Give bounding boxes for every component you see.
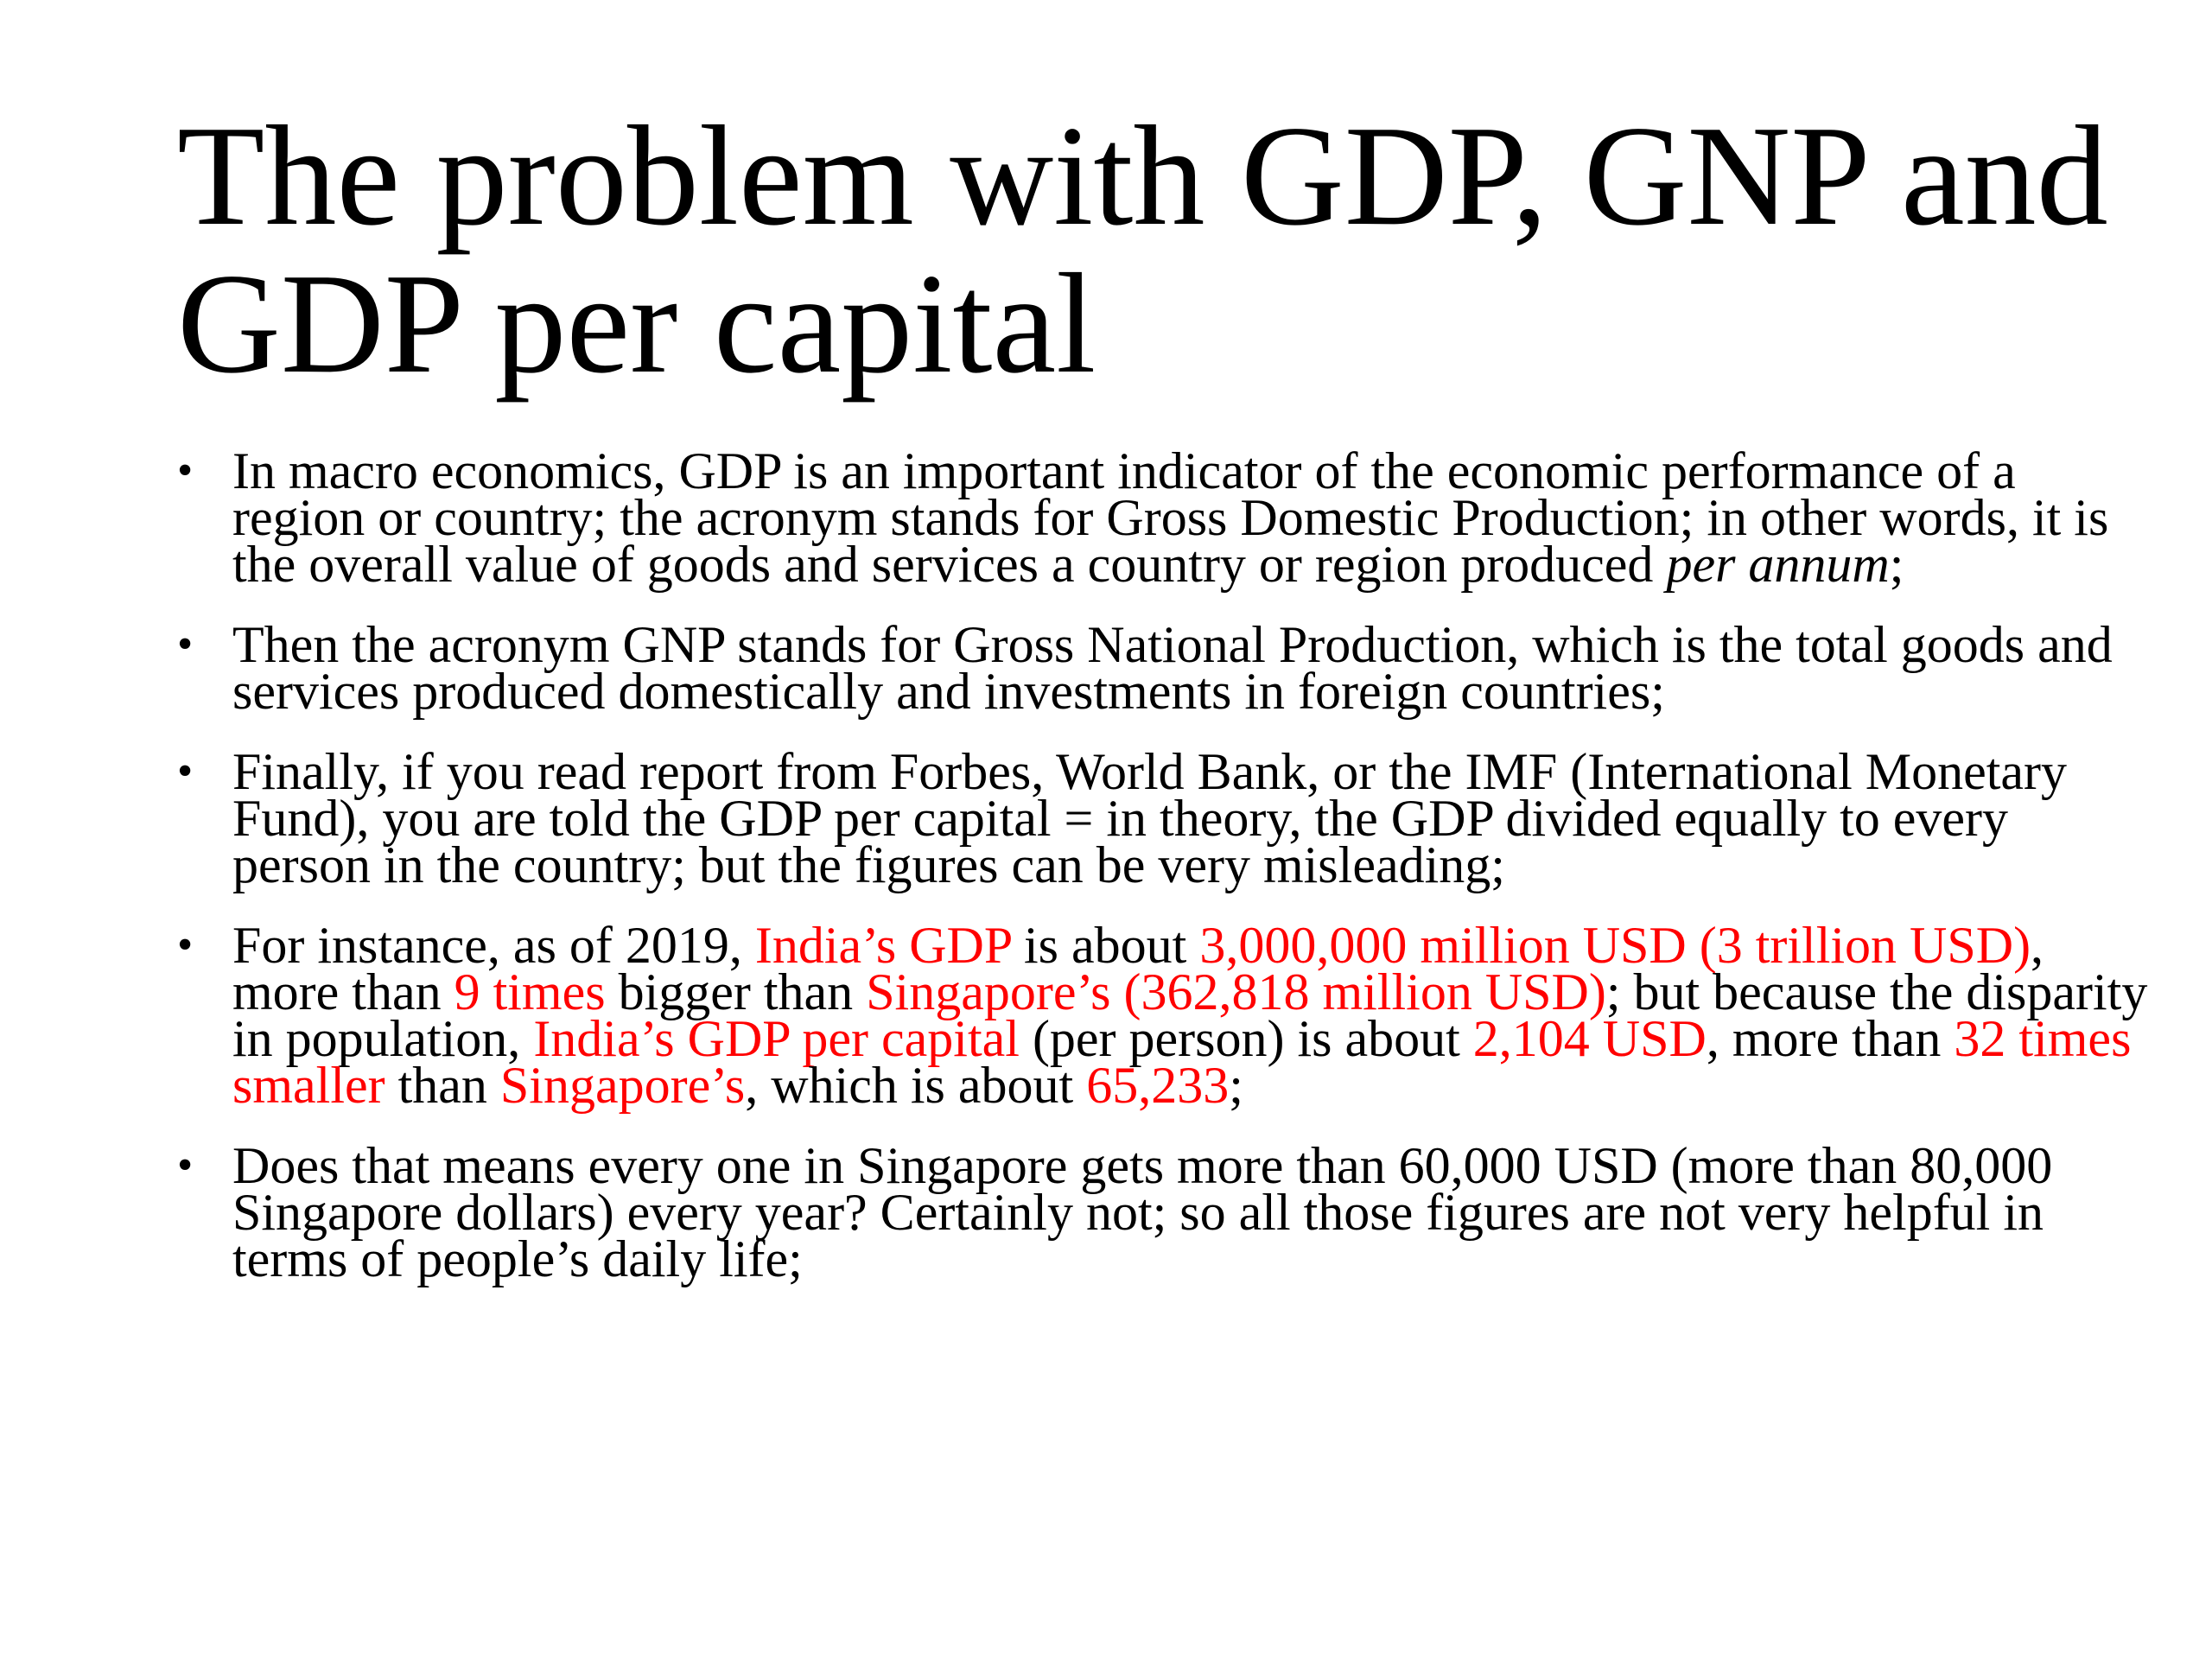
italic-phrase: per annum [1666, 536, 1890, 593]
bullet-item-gdp [177, 442, 2156, 593]
highlight-text: India’s GDP [754, 917, 1012, 974]
bullet-dot-icon: • [177, 446, 194, 495]
bullet-dot-icon: • [177, 1141, 194, 1190]
highlight-text: 3,000,000 million USD (3 trillion USD) [1199, 917, 2031, 974]
highlight-text: 65,233 [1086, 1057, 1230, 1114]
bullet-text: bigger than [605, 963, 867, 1020]
bullet-text: Does that means every one in Singapore gets more than 60,000 USD (more than 80,000 Singapore dollars) every year? Certainly not; so all those figures are not very helpful in terms of people’s daily life; [232, 1137, 2053, 1287]
bullet-text: In macro economics, GDP is an important indicator of the economic performance of a region or country; the acronym stands for Gross Domestic Production; in other words, it is the overall value of goods and services a country or region produced [232, 442, 2109, 593]
bullet-item-singapore-question [177, 1137, 2156, 1287]
bullet-text: ; [1889, 536, 1904, 593]
highlight-text: Singapore’s [499, 1057, 746, 1114]
bullet-text: , more than [1706, 1010, 1955, 1067]
bullet-dot-icon: • [177, 747, 194, 796]
bullet-text: , more than [232, 917, 2044, 1020]
bullet-text: Finally, if you read report from Forbes, World Bank, or the IMF (International Monetary Fund), you are told the GDP per capital = in theory, the GDP divided equally to every person in the country; but the figures can be very misleading; [232, 743, 2068, 893]
bullet-text: For instance, as of 2019, [232, 917, 755, 974]
bullet-dot-icon: • [177, 620, 194, 669]
bullet-text: ; [1229, 1057, 1243, 1114]
bullet-item-india-singapore [177, 917, 2156, 1114]
bullet-dot-icon: • [177, 920, 194, 969]
slide-title: The problem with GDP, GNP and GDP per capital [177, 96, 2108, 403]
bullet-item-gnp [177, 616, 2156, 720]
highlight-text: 32 times smaller [232, 1010, 2132, 1114]
bullet-text: , which is about [745, 1057, 1087, 1114]
bullet-text: (per person) is about [1019, 1010, 1473, 1067]
bullet-text: is about [1011, 917, 1200, 974]
bullet-list [177, 442, 2156, 1287]
highlight-text: Singapore’s (362,818 million USD) [866, 963, 1606, 1020]
bullet-text: than [385, 1057, 500, 1114]
bullet-text: Then the acronym GNP stands for Gross National Production, which is the total goods and services produced domestically and investments in foreign countries; [232, 616, 2113, 720]
highlight-text: 9 times [454, 963, 606, 1020]
bullet-item-gdp-per-capital [177, 743, 2156, 893]
highlight-text: India’s GDP per capital [533, 1010, 1020, 1067]
bullet-text: ; but because the disparity in population, [232, 963, 2148, 1067]
highlight-text: 2,104 USD [1472, 1010, 1707, 1067]
